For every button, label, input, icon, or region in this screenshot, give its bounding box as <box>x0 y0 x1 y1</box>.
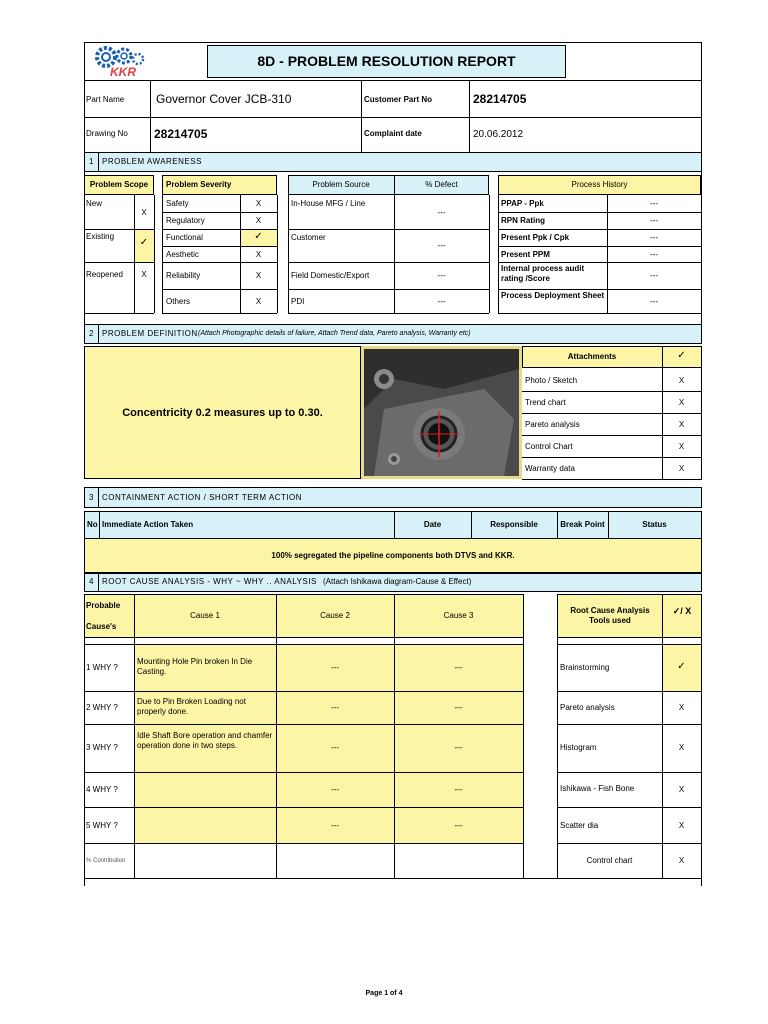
severity-aesthetic-mark: X <box>255 250 262 259</box>
attachment-photo-mark: X <box>678 376 685 385</box>
why-3-cause1: Idle Shaft Bore operation and chamfer operation done in two steps. <box>137 731 273 750</box>
why-1-cause2: --- <box>331 663 339 672</box>
severity-others-label: Others <box>166 297 191 306</box>
why-2-cause1: Due to Pin Broken Loading not properly done. <box>137 697 246 716</box>
severity-functional-mark: ✓ <box>254 231 263 242</box>
attachment-warranty-mark: X <box>678 464 685 473</box>
why-5-label: 5 WHY ? <box>86 821 118 830</box>
severity-safety-label: Safety <box>166 199 189 208</box>
attachment-pareto-mark: X <box>678 420 685 429</box>
tool-histogram-mark: X <box>678 743 685 752</box>
defect-photo <box>361 346 522 479</box>
containment-col-no: No <box>87 520 98 529</box>
source-inhouse-label: In-House MFG / Line <box>291 199 366 208</box>
containment-col-break: Break Point <box>560 520 605 529</box>
cause2-header: Cause 2 <box>320 611 350 620</box>
tools-mark-header: ✓/ X <box>672 606 692 616</box>
history-header: Process History <box>571 180 628 189</box>
customer-part-no-value: 28214705 <box>473 92 527 106</box>
tool-scatter-label: Scatter dia <box>560 821 599 830</box>
tool-scatter-mark: X <box>678 821 685 830</box>
why-4-cause2: --- <box>331 785 339 794</box>
attachments-mark-header: ✓ <box>677 350 686 361</box>
tool-brainstorming-label: Brainstorming <box>560 663 610 672</box>
tool-ishikawa-mark: X <box>678 785 685 794</box>
tool-brainstorming-mark: ✓ <box>677 661 686 672</box>
why-1-label: 1 WHY ? <box>86 663 118 672</box>
severity-others-mark: X <box>255 297 262 306</box>
scope-existing-label: Existing <box>86 232 115 241</box>
complaint-date-label: Complaint date <box>364 129 422 138</box>
attachment-trend-mark: X <box>678 398 685 407</box>
history-deployment-label: Process Deployment Sheet <box>501 291 605 300</box>
why-3-cause2: --- <box>331 743 339 752</box>
severity-functional-label: Functional <box>166 233 203 242</box>
attachment-photo-label: Photo / Sketch <box>525 376 578 385</box>
tools-header: Root Cause Analysis Tools used <box>570 606 650 625</box>
why-2-cause3: --- <box>454 703 463 712</box>
source-customer-label: Customer <box>291 233 326 242</box>
drawing-no-label: Drawing No <box>86 129 128 138</box>
source-field-label: Field Domestic/Export <box>291 271 370 280</box>
containment-col-date: Date <box>423 520 442 529</box>
casting-photo-image <box>364 349 519 476</box>
part-name-label: Part Name <box>86 95 125 104</box>
attachment-warranty-label: Warranty data <box>525 464 575 473</box>
part-name-value: Governor Cover JCB-310 <box>156 92 292 106</box>
scope-reopened-label: Reopened <box>86 270 123 279</box>
severity-regulatory-mark: X <box>255 216 262 225</box>
tool-control-mark: X <box>678 856 685 865</box>
complaint-date-value: 20.06.2012 <box>473 129 524 140</box>
history-deployment-value: --- <box>650 297 658 306</box>
containment-col-status: Status <box>642 520 667 529</box>
section2-number: 2 <box>89 329 94 338</box>
history-ppm-label: Present PPM <box>501 250 550 259</box>
page-number: Page 1 of 4 <box>365 990 403 997</box>
why-3-cause3: --- <box>454 743 463 752</box>
probable-label-1: Probable <box>86 601 121 610</box>
why-5-cause3: --- <box>454 821 463 830</box>
why-1-cause1: Mounting Hole Pin broken In Die Casting. <box>137 657 253 676</box>
cause1-header: Cause 1 <box>190 611 220 620</box>
severity-aesthetic-label: Aesthetic <box>166 250 199 259</box>
severity-reliability-mark: X <box>255 271 262 280</box>
scope-header: Problem Scope <box>89 180 149 189</box>
containment-col-action: Immediate Action Taken <box>102 520 194 529</box>
scope-new-mark: X <box>141 208 147 217</box>
why-2-label: 2 WHY ? <box>86 703 118 712</box>
severity-header: Problem Severity <box>166 180 232 189</box>
history-ppap-value: --- <box>650 199 658 208</box>
attachments-header: Attachments <box>567 352 617 361</box>
history-ppm-value: --- <box>650 250 658 259</box>
history-ppap-label: PPAP - Ppk <box>501 199 544 208</box>
drawing-no-value: 28214705 <box>154 127 208 141</box>
source-inhouse-defect: --- <box>437 208 446 217</box>
history-rpn-label: RPN Rating <box>501 216 545 225</box>
why-4-cause3: --- <box>454 785 463 794</box>
history-ppk-cpk-value: --- <box>650 233 658 242</box>
logo-text: KKR <box>110 65 136 79</box>
attachment-control-label: Control Chart <box>525 442 573 451</box>
containment-action-text: 100% segregated the pipeline components both DTVS and KKR. <box>271 551 515 560</box>
section3-title: CONTAINMENT ACTION / SHORT TERM ACTION <box>102 493 303 502</box>
containment-col-responsible: Responsible <box>490 520 538 529</box>
history-ppk-cpk-label: Present Ppk / Cpk <box>501 233 570 242</box>
section1-number: 1 <box>89 157 94 166</box>
source-header: Problem Source <box>312 180 370 189</box>
history-rpn-value: --- <box>650 216 658 225</box>
why-1-cause3: --- <box>454 663 463 672</box>
source-pdi-defect: --- <box>437 297 446 306</box>
section1-title: PROBLEM AWARENESS <box>102 157 202 166</box>
source-pdi-label: PDI <box>291 297 305 306</box>
why-2-cause2: --- <box>331 703 339 712</box>
source-field-defect: --- <box>437 271 446 280</box>
scope-reopened-mark: X <box>141 270 147 279</box>
tool-pareto-label: Pareto analysis <box>560 703 615 712</box>
attachment-pareto-label: Pareto analysis <box>525 420 580 429</box>
severity-reliability-label: Reliability <box>166 271 201 280</box>
attachment-control-mark: X <box>678 442 685 451</box>
severity-safety-mark: X <box>255 199 262 208</box>
why-5-cause2: --- <box>331 821 339 830</box>
section4-number: 4 <box>89 577 94 586</box>
tool-control-label: Control chart <box>586 856 633 865</box>
problem-statement: Concentricity 0.2 measures up to 0.30. <box>122 407 323 419</box>
history-audit-label: Internal process audit rating /Score <box>501 264 585 283</box>
company-logo <box>88 44 154 80</box>
cause3-header: Cause 3 <box>443 611 474 620</box>
severity-regulatory-label: Regulatory <box>166 216 205 225</box>
section2-title: PROBLEM DEFINITION <box>102 329 198 338</box>
probable-label-2: Cause's <box>86 622 117 631</box>
attachment-trend-label: Trend chart <box>525 398 566 407</box>
contribution-label: % Contribution <box>86 858 126 864</box>
section3-number: 3 <box>89 493 94 502</box>
scope-existing-mark: ✓ <box>139 237 149 248</box>
tool-histogram-label: Histogram <box>560 743 597 752</box>
history-audit-value: --- <box>650 271 658 280</box>
section4-subtitle: (Attach Ishikawa diagram-Cause & Effect) <box>323 577 472 586</box>
tool-pareto-mark: X <box>678 703 685 712</box>
scope-new-label: New <box>86 199 103 208</box>
customer-part-no-label: Customer Part No <box>364 95 433 104</box>
section4-title: ROOT CAUSE ANALYSIS - WHY ~ WHY .. ANALYSIS <box>102 577 317 586</box>
source-customer-defect: --- <box>437 241 446 250</box>
why-4-label: 4 WHY ? <box>86 785 118 794</box>
report-title: 8D - PROBLEM RESOLUTION REPORT <box>257 53 516 69</box>
why-3-label: 3 WHY ? <box>86 743 118 752</box>
section2-subtitle: (Attach Photographic details of failure, Attach Trend data, Pareto analysis, Warranty etc) <box>198 330 471 337</box>
tool-ishikawa-label: Ishikawa - Fish Bone <box>560 784 635 793</box>
defect-header: % Defect <box>425 180 458 189</box>
